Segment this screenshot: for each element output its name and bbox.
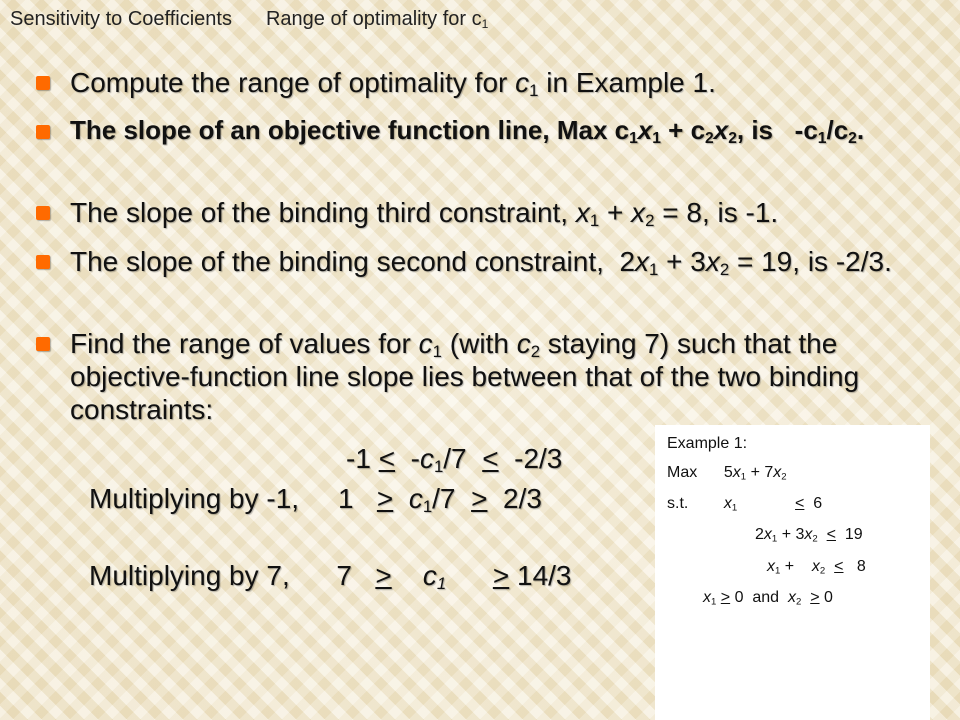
subscript: 2 xyxy=(530,342,541,362)
nonnegativity-line xyxy=(703,589,833,607)
constraint-line xyxy=(755,526,863,544)
text-run: + 7 xyxy=(746,464,774,481)
header-subtitle-sub: 1 xyxy=(481,17,489,31)
text-run: x xyxy=(767,558,775,575)
text-run: staying 7) such that the objective-function line slope lies between that of the two binding constraints: xyxy=(70,328,867,425)
subscript: 2 xyxy=(848,129,857,147)
text-run: The slope of an objective function line, Max c xyxy=(70,115,630,145)
text-run xyxy=(446,560,493,591)
text-run: -1 xyxy=(346,443,379,474)
text-run: x xyxy=(787,589,796,606)
text-run: Find the range of values for xyxy=(70,328,419,359)
text-run: c xyxy=(408,483,423,514)
subscript: 1 xyxy=(432,342,442,362)
subscript: 1 xyxy=(731,502,738,514)
text-run: x xyxy=(811,558,820,575)
text-run: + xyxy=(599,197,632,228)
text-run: > xyxy=(810,589,820,606)
text-run: 2 xyxy=(755,526,764,543)
text-run xyxy=(392,560,423,591)
text-run: < xyxy=(834,558,844,575)
text-run: 0 and xyxy=(730,589,788,606)
slide-header xyxy=(10,8,488,31)
text-run: 0 xyxy=(819,589,833,606)
text-run: c xyxy=(419,443,434,474)
text-run: < xyxy=(826,526,836,543)
bullet-item xyxy=(36,196,916,229)
subscript: 2 xyxy=(812,533,818,545)
text-run: c xyxy=(422,560,437,591)
text-run: 2/3 xyxy=(487,483,542,514)
text-run: c xyxy=(516,328,531,359)
header-subtitle: Range of optimality for c xyxy=(265,8,482,30)
text-run: + xyxy=(780,558,812,575)
bullet-item xyxy=(36,327,916,426)
text-run xyxy=(801,589,810,606)
text-run: The slope of the binding second constraint, 2 xyxy=(70,246,636,277)
text-run: + c xyxy=(660,115,706,145)
subscript: 1 xyxy=(649,260,659,280)
header-title: Sensitivity to Coefficients xyxy=(10,8,232,30)
text-run: > xyxy=(471,483,488,514)
text-run: > xyxy=(376,483,394,514)
subscript: 1 xyxy=(433,457,444,477)
text-run: = 19, is -2/3. xyxy=(729,246,892,277)
text-run: /7 xyxy=(443,443,483,474)
text-run: - xyxy=(395,443,420,474)
text-run: x xyxy=(723,495,732,512)
text-run xyxy=(737,495,795,512)
example-heading: Example 1: xyxy=(667,435,748,452)
text-run: > xyxy=(492,560,510,591)
text-run: Max 5 xyxy=(667,464,733,481)
multiply-seven-line xyxy=(89,560,572,592)
text-run: > xyxy=(720,589,731,606)
text-run: x xyxy=(713,115,729,145)
subscript: 2 xyxy=(705,129,714,147)
subscript: 1 xyxy=(711,596,717,608)
bullet-text xyxy=(70,115,916,146)
subscript: 1 xyxy=(436,574,447,594)
bullet-text xyxy=(70,245,916,278)
text-run: The slope of the binding third constraint, xyxy=(70,197,576,228)
square-bullet-icon xyxy=(36,206,50,220)
text-run: 8 xyxy=(843,558,866,575)
text-run: x xyxy=(635,246,650,277)
subscript: 2 xyxy=(719,260,730,280)
multiply-neg-one-line xyxy=(89,483,542,515)
text-run: + 3 xyxy=(777,526,805,543)
text-run: c xyxy=(418,328,433,359)
text-run: = 8, is -1. xyxy=(654,197,779,228)
square-bullet-icon xyxy=(36,255,50,269)
subscript: 1 xyxy=(775,565,781,577)
text-run: , is -c xyxy=(736,115,818,145)
text-run: < xyxy=(482,443,499,474)
bullet-text xyxy=(70,327,916,426)
text-run: Multiplying by -1, 1 xyxy=(89,483,377,514)
text-run: x xyxy=(703,589,711,606)
text-run: < xyxy=(378,443,396,474)
text-run: /c xyxy=(826,115,849,145)
square-bullet-icon xyxy=(36,337,50,351)
text-run: 19 xyxy=(835,526,863,543)
text-run: 6 xyxy=(804,495,823,512)
text-run: > xyxy=(375,560,392,591)
text-run: in Example 1. xyxy=(538,67,716,98)
text-run: x xyxy=(732,464,741,481)
example-panel xyxy=(655,425,930,720)
text-run xyxy=(825,558,834,575)
text-run: /7 xyxy=(432,483,472,514)
objective-line xyxy=(667,464,787,482)
subscript: 1 xyxy=(422,497,433,517)
subscript: 1 xyxy=(529,81,539,101)
subscript: 2 xyxy=(645,211,655,231)
bullet-item xyxy=(36,115,916,146)
text-run: x xyxy=(705,246,720,277)
text-run: x xyxy=(575,197,590,228)
text-run: x xyxy=(637,115,653,145)
text-run: + 3 xyxy=(658,246,706,277)
text-run: s.t. xyxy=(667,495,724,512)
text-run: x xyxy=(631,197,646,228)
text-run: -2/3 xyxy=(498,443,563,474)
text-run: (with xyxy=(442,328,517,359)
constraint-line xyxy=(767,558,866,576)
subscript: 1 xyxy=(771,533,778,545)
text-run: x xyxy=(763,526,772,543)
text-run: x xyxy=(804,526,813,543)
subscript: 1 xyxy=(629,129,638,147)
inequality-line xyxy=(346,443,562,475)
subscript: 1 xyxy=(740,471,747,483)
text-run: Multiplying by 7, 7 xyxy=(89,560,376,591)
text-run: c xyxy=(515,67,530,98)
subscript: 1 xyxy=(589,211,600,231)
subscript: 2 xyxy=(795,596,802,608)
square-bullet-icon xyxy=(36,125,50,139)
subscript: 2 xyxy=(728,129,737,147)
square-bullet-icon xyxy=(36,76,50,90)
bullet-item xyxy=(36,245,916,278)
text-run xyxy=(393,483,409,514)
bullet-item xyxy=(36,66,916,99)
text-run: x xyxy=(773,464,782,481)
text-run: 14/3 xyxy=(509,560,572,591)
subscript: 2 xyxy=(781,471,787,483)
subscript: 1 xyxy=(817,129,827,147)
bullet-text xyxy=(70,196,916,229)
text-run: < xyxy=(795,495,805,512)
subscript: 2 xyxy=(819,565,826,577)
bullet-text xyxy=(70,66,916,99)
subscript: 1 xyxy=(652,129,661,147)
text-run xyxy=(818,526,827,543)
text-run: Compute the range of optimality for xyxy=(70,67,516,98)
text-run: . xyxy=(856,115,865,145)
constraint-line xyxy=(667,495,822,513)
